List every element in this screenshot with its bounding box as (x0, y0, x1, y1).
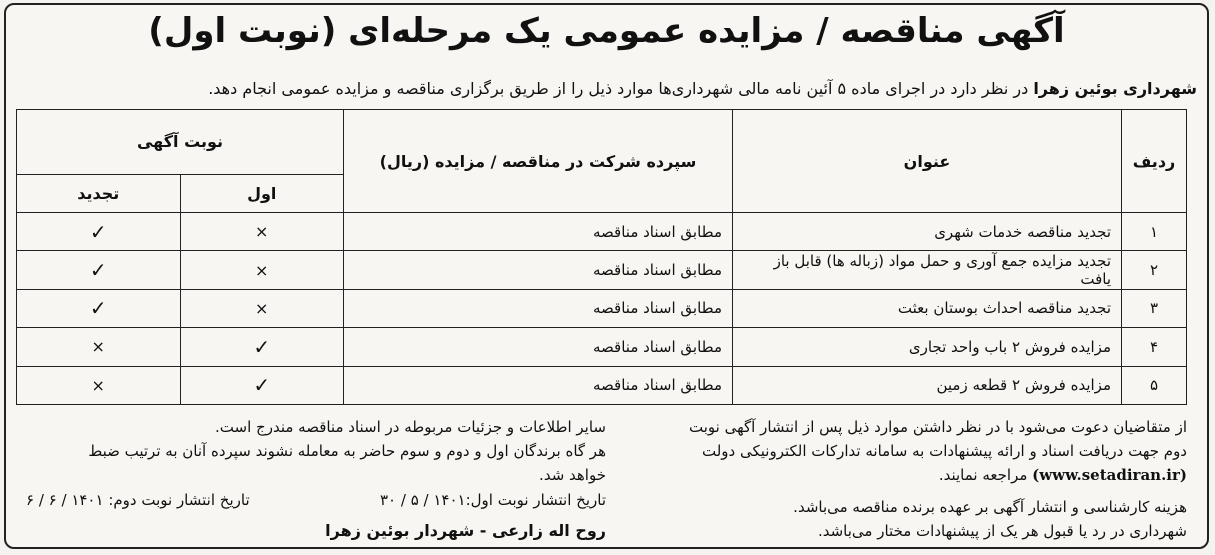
row-title: تجدید مناقصه خدمات شهری (733, 213, 1122, 251)
row-deposit: مطابق اسناد مناقصه (344, 328, 733, 366)
row-num: ۵ (1122, 366, 1187, 404)
intro-text: در نظر دارد در اجرای ماده ۵ آئین نامه مالی شهرداری‌ها موارد ذیل را از طریق برگزاری مناقصه و مزایده عمومی انجام دهد. (208, 79, 1034, 98)
conditions-block (607, 495, 1187, 543)
publish-dates (26, 491, 606, 509)
intro-municipality: شهرداری بوئین زهرا (1033, 79, 1197, 98)
instruction-line: دوم جهت دریافت اسناد و ارائه پیشنهادات به سامانه تدارکات الکترونیکی دولت (701, 442, 1187, 460)
row-title: تجدید مزایده جمع آوری و حمل مواد (زباله ها) قابل باز یافت (733, 251, 1122, 289)
instructions-block (607, 415, 1187, 487)
row-renew-mark: ✓ (17, 251, 181, 289)
notice-title: آگهی مناقصه / مزایده عمومی یک مرحله‌ای (نوبت اول) (148, 11, 1065, 51)
notice-frame (4, 3, 1209, 549)
row-deposit: مطابق اسناد مناقصه (344, 251, 733, 289)
row-first-mark: × (180, 289, 344, 327)
row-deposit: مطابق اسناد مناقصه (344, 213, 733, 251)
intro-paragraph (16, 79, 1197, 98)
table-row (17, 289, 1187, 327)
row-deposit: مطابق اسناد مناقصه (344, 289, 733, 327)
row-renew-mark: ✓ (17, 213, 181, 251)
condition-line: شهرداری در رد یا قبول هر یک از پیشنهادات مختار می‌باشد. (817, 522, 1187, 540)
row-first-mark: × (180, 213, 344, 251)
row-renew-mark: × (17, 366, 181, 404)
details-block (26, 415, 606, 487)
row-title: تجدید مناقصه احداث بوستان بعثت (733, 289, 1122, 327)
row-num: ۳ (1122, 289, 1187, 327)
details-line: خواهد شد. (539, 466, 606, 484)
row-title: مزایده فروش ۲ قطعه زمین (733, 366, 1122, 404)
row-title: مزایده فروش ۲ باب واحد تجاری (733, 328, 1122, 366)
header-title: عنوان (733, 110, 1122, 213)
table-row (17, 251, 1187, 289)
row-num: ۲ (1122, 251, 1187, 289)
date-second-publish: تاریخ انتشار نوبت دوم: ۱۴۰۱ / ۶ / ۶ (26, 491, 250, 509)
row-renew-mark: ✓ (17, 289, 181, 327)
row-first-mark: ✓ (180, 366, 344, 404)
date-first-publish: تاریخ انتشار نوبت اول:۱۴۰۱ / ۵ / ۳۰ (379, 491, 606, 509)
table-header-row (17, 110, 1187, 175)
header-round: نوبت آگهی (17, 110, 344, 175)
header-first: اول (180, 174, 344, 212)
table-row (17, 213, 1187, 251)
header-num: ردیف (1122, 110, 1187, 213)
header-deposit: سپرده شرکت در مناقصه / مزایده (ریال) (344, 110, 733, 213)
header-renew: تجدید (17, 174, 181, 212)
table-row (17, 366, 1187, 404)
condition-line: هزینه کارشناسی و انتشار آگهی بر عهده برنده مناقصه می‌باشد. (793, 498, 1187, 516)
row-num: ۱ (1122, 213, 1187, 251)
setadiran-url: (www.setadiran.ir) (1032, 466, 1187, 484)
row-first-mark: × (180, 251, 344, 289)
items-table (16, 109, 1187, 405)
row-num: ۴ (1122, 328, 1187, 366)
details-line: هر گاه برندگان اول و دوم و سوم حاضر به معامله نشوند سپرده آنان به ترتیب ضبط (88, 442, 606, 460)
row-first-mark: ✓ (180, 328, 344, 366)
instruction-line: از متقاضیان دعوت می‌شود با در نظر داشتن موارد ذیل پس از انتشار آگهی نوبت (689, 418, 1187, 436)
instruction-line (607, 463, 1187, 487)
table-row (17, 328, 1187, 366)
row-renew-mark: × (17, 328, 181, 366)
instruction-suffix: مراجعه نمایند. (938, 466, 1033, 484)
row-deposit: مطابق اسناد مناقصه (344, 366, 733, 404)
signature: روح اله زارعی - شهردار بوئین زهرا (325, 521, 606, 540)
details-line: سایر اطلاعات و جزئیات مربوطه در اسناد مناقصه مندرج است. (215, 418, 606, 436)
